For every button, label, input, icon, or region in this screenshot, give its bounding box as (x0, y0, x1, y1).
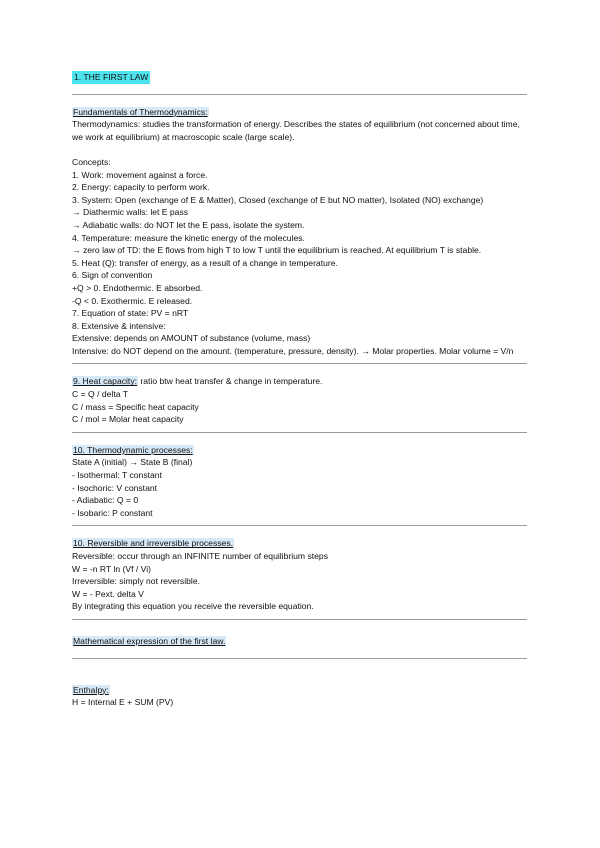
concept-line: 6. Sign of convention (72, 270, 153, 281)
math-expression-heading: Mathematical expression of the first law. (73, 635, 226, 646)
reversible-heading: 10. Reversible and irreversible processes. (73, 538, 234, 549)
section-divider (72, 658, 527, 659)
reversible-line: W = -n RT ln (Vf / Vi) (72, 563, 152, 574)
process-line: - Isothermal: T constant (72, 470, 162, 481)
concepts-label: Concepts: (72, 156, 111, 167)
concept-line: 7. Equation of state: PV = nRT (72, 308, 189, 319)
process-line: State A (initial) → State B (final) (72, 457, 193, 468)
enthalpy-line: H = Internal E + SUM (PV) (72, 697, 174, 708)
reversible-line: By integrating this equation you receive the reversible equation. (72, 601, 314, 612)
section-divider (72, 525, 527, 526)
concept-line: +Q > 0. Endothermic. E absorbed. (72, 282, 203, 293)
concept-line: -Q < 0. Exothermic. E released. (72, 295, 193, 306)
section-divider (72, 619, 527, 620)
reversible-line: Reversible: occur through an INFINITE number of equilibrium steps (72, 551, 329, 561)
section-divider (72, 94, 527, 95)
process-line: - Adiabatic: Q = 0 (72, 495, 139, 506)
heat-capacity-heading: 9. Heat capacity: ratio btw heat transfer & change in temperature. (73, 376, 323, 387)
section-divider (72, 432, 527, 433)
reversible-line: W = - Pext. delta V (72, 588, 144, 599)
fundamentals-heading: Fundamentals of Thermodynamics: (73, 106, 208, 117)
concept-line: 3. System: Open (exchange of E & Matter), Closed (exchange of E but NO matter), Isolated (NO) exchange) (72, 194, 484, 205)
concept-line: Extensive: depends on AMOUNT of substance (volume, mass) (72, 333, 311, 344)
concept-line: → Diathermic walls: let E pass (72, 207, 189, 218)
enthalpy-heading: Enthalpy: (73, 684, 109, 695)
section-divider (72, 363, 527, 364)
reversible-line: Irreversible: simply not reversible. (72, 576, 200, 587)
document-content (72, 71, 527, 709)
reversible-section (72, 537, 527, 613)
process-line: - Isochoric: V constant (72, 482, 158, 493)
processes-heading: 10. Thermodynamic processes: (73, 444, 193, 455)
formula-line: C / mass = Specific heat capacity (72, 401, 199, 412)
document-title: 1. THE FIRST LAW (74, 72, 149, 82)
fundamentals-intro: Thermodynamics: studies the transformation of energy. Describes the states of equilibrium (not concerned about time, we work at equilibrium) at macroscopic scale (large scale). (72, 119, 520, 142)
concept-line: 2. Energy: capacity to perform work. (72, 182, 210, 193)
concept-line: 8. Extensive & intensive: (72, 320, 166, 331)
enthalpy-section (72, 684, 527, 709)
concept-line: → zero law of TD: the E flows from high T to low T until the equilibrium is reached. At equilibrium T is stable. (72, 245, 482, 256)
heat-capacity-section (72, 375, 527, 425)
concept-line: Intensive: do NOT depend on the amount. (temperature, pressure, density). → Molar properties. Molar volume = V/n (72, 345, 514, 356)
formula-line: C / mol = Molar heat capacity (72, 414, 184, 425)
concept-line: → Adiabatic walls: do NOT let the E pass, isolate the system. (72, 219, 305, 230)
process-line: - Isobaric: P constant (72, 507, 153, 518)
fundamentals-section (72, 106, 527, 358)
concept-line: 1. Work: movement against a force. (72, 169, 208, 180)
formula-line: C = Q / delta T (72, 389, 128, 400)
concept-line: 4. Temperature: measure the kinetic energy of the molecules. (72, 232, 305, 243)
concept-line: 5. Heat (Q): transfer of energy, as a result of a change in temperature. (72, 257, 338, 268)
processes-section (72, 444, 527, 520)
